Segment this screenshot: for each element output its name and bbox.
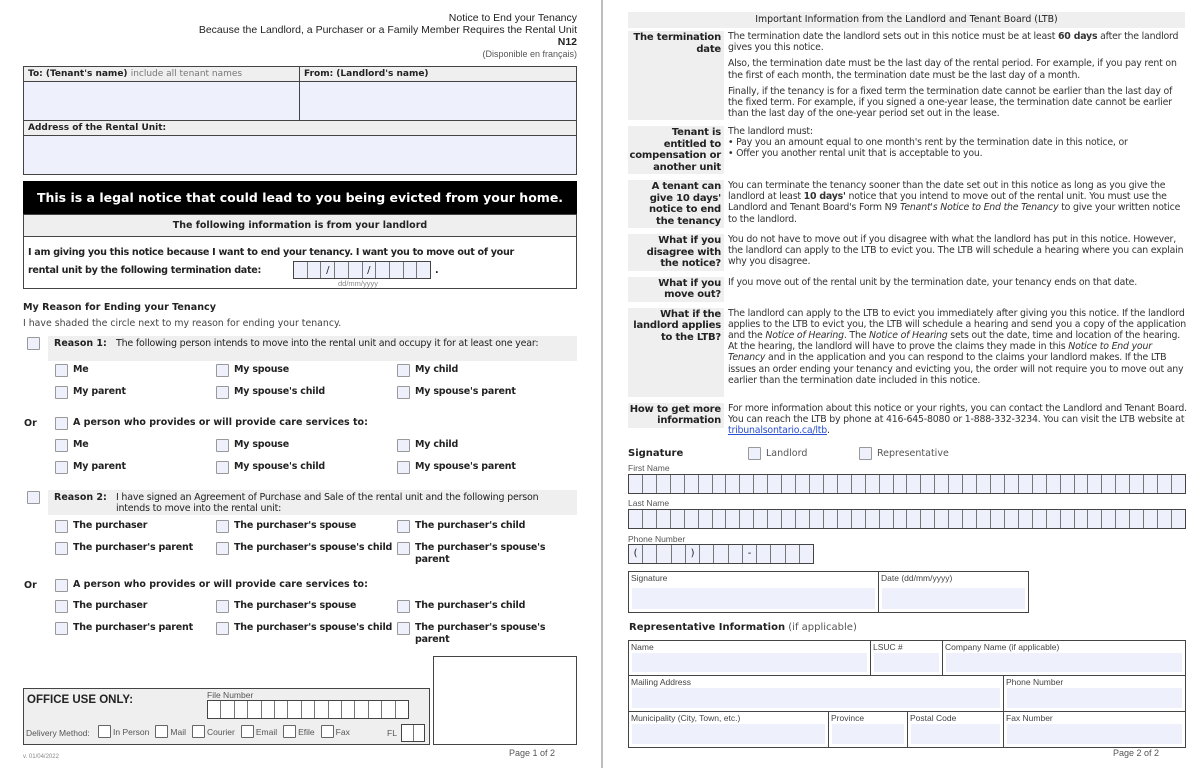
delivery-options: [98, 725, 350, 738]
char-cell[interactable]: [1005, 510, 1019, 528]
reason-2-checkbox[interactable]: [27, 491, 40, 504]
form-code: N12: [557, 36, 577, 48]
ten-days-text: You can terminate the tenancy sooner than the date set out in this notice as long as you give the landlord at least 10 days' notice that you intend to move out of the rental unit. You must use the Landlord and Tenant Board's Form N9 Tenant's Notice to End the Tenancy to give your written notice to the landlord.: [728, 180, 1181, 225]
char-cell[interactable]: [699, 475, 713, 493]
page-divider: [601, 0, 603, 768]
char-cell[interactable]: [1116, 510, 1130, 528]
option-label: My spouse's parent: [415, 461, 516, 472]
option-checkbox[interactable]: [216, 461, 229, 474]
char-cell[interactable]: [726, 475, 740, 493]
option-label: The purchaser's parent: [73, 542, 193, 553]
option-checkbox[interactable]: [397, 542, 410, 555]
char-cell[interactable]: [768, 510, 782, 528]
landlord-option-label: Landlord: [766, 448, 808, 459]
char-cell[interactable]: [643, 475, 657, 493]
char-cell[interactable]: [235, 701, 248, 718]
file-number-label: File Number: [207, 690, 254, 700]
char-cell[interactable]: [1130, 475, 1144, 493]
ltb-website-link[interactable]: tribunalsontario.ca/ltb: [728, 424, 828, 436]
reason-heading: My Reason for Ending your Tenancy: [23, 302, 216, 313]
rep-fax-label: Fax Number: [1006, 713, 1053, 723]
char-cell[interactable]: [1144, 510, 1158, 528]
fl-input[interactable]: [401, 724, 425, 742]
delivery-option[interactable]: [283, 725, 315, 738]
option-label: The purchaser's parent: [73, 622, 193, 633]
option-checkbox[interactable]: [216, 542, 229, 555]
char-cell[interactable]: [329, 701, 342, 718]
page-number: Page 1 of 2: [509, 748, 556, 758]
more-info-label: How to get more information: [628, 403, 724, 428]
delivery-option-label: In Person: [113, 726, 150, 737]
rep-phone-field[interactable]: [1003, 675, 1186, 712]
care-services-label: A person who provides or will provide care services to:: [73, 417, 368, 428]
option-checkbox[interactable]: [216, 386, 229, 399]
version: v. 01/04/2022: [23, 754, 59, 760]
rep-name-field[interactable]: [628, 640, 871, 676]
reason-2: [48, 490, 577, 515]
address-input[interactable]: [24, 136, 576, 174]
char-cell[interactable]: [1088, 510, 1102, 528]
ltb-info-heading: Important Information from the Landlord and Tenant Board (LTB): [628, 12, 1185, 28]
signature-field[interactable]: [628, 571, 879, 613]
first-name-input[interactable]: [628, 474, 1186, 494]
move-out-row: [628, 277, 1190, 302]
char-cell[interactable]: [685, 475, 699, 493]
char-cell[interactable]: [949, 475, 963, 493]
char-cell[interactable]: [1088, 475, 1102, 493]
address-label: Address of the Rental Unit:: [24, 121, 576, 136]
statement-line-1: I am giving you this notice because I want to end your tenancy. I want you to move out of your: [28, 247, 514, 258]
char-cell[interactable]: [1033, 475, 1047, 493]
option-label: My child: [415, 364, 459, 375]
rep-fax-field[interactable]: [1003, 711, 1186, 748]
char-cell[interactable]: [838, 510, 852, 528]
delivery-method-label: Delivery Method:: [26, 728, 90, 738]
delivery-checkbox[interactable]: [321, 725, 334, 738]
option-checkbox[interactable]: [397, 622, 410, 635]
landlord-name-input[interactable]: [300, 82, 576, 120]
char-cell[interactable]: [768, 475, 782, 493]
more-info-text: For more information about this notice or your rights, you can contact the Landlord and Tenant Board. You can reach the LTB by phone at 416-645-8080 or 1-888-332-3234. You can visit the LTB website at tribunalsontario.ca/ltb.: [728, 402, 1187, 436]
char-cell[interactable]: [262, 701, 275, 718]
disagree-label: What if you disagree with the notice?: [628, 234, 724, 271]
char-cell[interactable]: [315, 701, 328, 718]
compensation-row: [628, 126, 1190, 174]
option-checkbox[interactable]: [55, 386, 68, 399]
char-cell[interactable]: [1075, 510, 1089, 528]
char-cell[interactable]: [1061, 475, 1075, 493]
char-cell[interactable]: [629, 475, 643, 493]
option-checkbox[interactable]: [55, 542, 68, 555]
char-cell[interactable]: [1158, 475, 1172, 493]
option-label: My spouse: [234, 364, 289, 375]
signature-date-label: Date (dd/mm/yyyy): [881, 573, 953, 583]
delivery-checkbox[interactable]: [241, 725, 254, 738]
reason-subheading: I have shaded the circle next to my reason for ending your tenancy.: [23, 318, 342, 329]
disagree-text: You do not have to move out if you disagree with what the landlord has put in this notice. However, the landlord can apply to the LTB to evict you. The LTB will schedule a hearing where you can explain why you disagree.: [728, 234, 1184, 268]
termination-date-text: The termination date the landlord sets out in this notice must be at least 60 days after the landlord gives you this notice. Also, the termination date must be the last day of the rental period. For example, if you pay rent on the first of each month, the termination date must be the last day of a month. Finally, if the tenancy is for a fixed term the termination date cannot be earlier than the last day of the fixed term. For example, if you signed a one-year lease, the termination date cannot be earlier than the last day of the one-year period set out in the lease.: [728, 31, 1179, 120]
char-cell[interactable]: [894, 510, 908, 528]
page-number: Page 2 of 2: [1113, 748, 1160, 758]
option-checkbox[interactable]: [216, 622, 229, 635]
care-services-1-checkbox[interactable]: [55, 417, 68, 430]
delivery-option-label: Courier: [206, 726, 235, 737]
move-out-text: If you move out of the rental unit by the termination date, your tenancy ends on that date.: [728, 276, 1138, 288]
office-use-label: OFFICE USE ONLY:: [27, 694, 134, 706]
rep-name-label: Name: [631, 642, 654, 652]
option-checkbox[interactable]: [55, 461, 68, 474]
signature-field-label: Signature: [631, 573, 668, 583]
char-cell[interactable]: [935, 510, 949, 528]
char-cell[interactable]: [342, 701, 355, 718]
option-label: My parent: [73, 386, 126, 397]
statement-line-2: rental unit by the following termination date:: [28, 265, 261, 276]
option-label: Me: [73, 439, 89, 450]
char-cell[interactable]: [852, 475, 866, 493]
address-field: [23, 120, 577, 175]
termination-date-label: The termination date: [628, 31, 724, 120]
char-cell[interactable]: [248, 701, 261, 718]
char-cell[interactable]: [949, 510, 963, 528]
delivery-option[interactable]: [321, 725, 350, 738]
rep-address-field[interactable]: [628, 675, 1004, 712]
rep-phone-label: Phone Number: [1006, 677, 1064, 687]
char-cell[interactable]: [1102, 475, 1116, 493]
landlord-name-label: From: (Landlord's name): [300, 67, 576, 82]
reason-1-label: Reason 1:: [54, 338, 107, 349]
char-cell[interactable]: [671, 475, 685, 493]
option-label: My child: [415, 439, 459, 450]
char-cell[interactable]: [907, 510, 921, 528]
char-cell[interactable]: [796, 510, 810, 528]
char-cell[interactable]: [396, 701, 408, 718]
char-cell[interactable]: [963, 475, 977, 493]
char-cell[interactable]: [977, 475, 991, 493]
char-cell[interactable]: [782, 475, 796, 493]
office-use-box: [23, 688, 430, 745]
char-cell[interactable]: [977, 510, 991, 528]
reason-2-label: Reason 2:: [54, 492, 107, 503]
last-name-label: Last Name: [628, 498, 670, 508]
landlord-statement-box: The following information is from your landlord I am giving you this notice because I want to end your tenancy. I want you to move out of your rental unit by the following termination date: / / . dd/mm/yyyy: [23, 214, 577, 289]
reason-2-text: I have signed an Agreement of Purchase and Sale of the rental unit and the following person intends to move into the rental unit:: [116, 492, 539, 514]
signature-date-field[interactable]: [878, 571, 1029, 613]
char-cell[interactable]: [796, 475, 810, 493]
option-checkbox[interactable]: [55, 520, 68, 533]
char-cell[interactable]: [921, 475, 935, 493]
option-checkbox[interactable]: [55, 364, 68, 377]
char-cell[interactable]: [866, 475, 880, 493]
legal-warning-banner: This is a legal notice that could lead to you being evicted from your home.: [23, 181, 577, 214]
char-cell[interactable]: [288, 701, 301, 718]
option-checkbox[interactable]: [397, 439, 410, 452]
info-from-landlord: The following information is from your landlord: [24, 215, 576, 237]
char-cell[interactable]: [824, 510, 838, 528]
or-label: Or: [24, 580, 37, 591]
delivery-option[interactable]: [192, 725, 235, 738]
char-cell[interactable]: [1047, 510, 1061, 528]
char-cell[interactable]: [1061, 510, 1075, 528]
signature-heading: Signature: [628, 448, 684, 459]
termination-date-row: [628, 31, 1190, 120]
char-cell[interactable]: [657, 510, 671, 528]
option-label: The purchaser: [73, 520, 148, 531]
fl-label: FL: [387, 728, 397, 738]
form-subtitle: Because the Landlord, a Purchaser or a Family Member Requires the Rental Unit: [198, 24, 577, 36]
option-label: The purchaser's spouse's parent: [415, 622, 546, 645]
delivery-checkbox[interactable]: [98, 725, 111, 738]
char-cell[interactable]: [221, 701, 234, 718]
option-checkbox[interactable]: [216, 520, 229, 533]
char-cell[interactable]: [643, 510, 657, 528]
ltb-info-list: [628, 31, 1190, 436]
landlord-applies-text: The landlord can apply to the LTB to evict you immediately after giving you this notice. If the landlord applies to the LTB to evict you, the LTB will schedule a hearing and send you a copy of the application and the Notice of Hearing. The Notice of Hearing sets out the date, time and location of the hearing. At the hearing, the landlord will have to prove the claims they made in this Notice to End your Tenancy and in the application and you can respond to the claims your landlord makes. If the LTB issues an order ending your tenancy and evicting you, the order will not require you to move out any earlier than the termination date included in this notice.: [728, 307, 1186, 386]
phone-number-label: Phone Number: [628, 534, 686, 544]
option-label: The purchaser's spouse's child: [234, 622, 393, 633]
char-cell[interactable]: [880, 510, 894, 528]
option-checkbox[interactable]: [397, 520, 410, 533]
char-cell[interactable]: [699, 510, 713, 528]
option-label: The purchaser's spouse: [234, 600, 357, 611]
option-checkbox[interactable]: [55, 622, 68, 635]
option-checkbox[interactable]: [397, 461, 410, 474]
ten-days-row: [628, 180, 1190, 228]
disagree-row: [628, 234, 1190, 271]
delivery-option-label: Email: [255, 726, 278, 737]
char-cell[interactable]: [1144, 475, 1158, 493]
char-cell[interactable]: [754, 510, 768, 528]
date-format-hint: dd/mm/yyyy: [338, 279, 379, 288]
char-cell[interactable]: [1158, 510, 1172, 528]
phone-number-input[interactable]: ( ) -: [628, 544, 814, 564]
care-services-2-checkbox[interactable]: [55, 579, 68, 592]
option-label: The purchaser's spouse's parent: [415, 542, 546, 565]
char-cell[interactable]: [1102, 510, 1116, 528]
char-cell[interactable]: [894, 475, 908, 493]
rep-info-heading: Representative Information (if applicable): [629, 622, 857, 633]
char-cell[interactable]: [355, 701, 368, 718]
option-checkbox[interactable]: [397, 386, 410, 399]
char-cell[interactable]: [1019, 475, 1033, 493]
more-info-row: [628, 403, 1190, 437]
char-cell[interactable]: [685, 510, 699, 528]
option-label: My parent: [73, 461, 126, 472]
tenant-name-label: To: (Tenant's name): [28, 69, 128, 79]
option-label: The purchaser's spouse's child: [234, 542, 393, 553]
char-cell[interactable]: [991, 475, 1005, 493]
care-services-label: A person who provides or will provide care services to:: [73, 579, 368, 590]
delivery-checkbox[interactable]: [155, 725, 168, 738]
option-checkbox[interactable]: [55, 439, 68, 452]
char-cell[interactable]: [629, 510, 643, 528]
option-checkbox[interactable]: [216, 364, 229, 377]
delivery-checkbox[interactable]: [192, 725, 205, 738]
stamp-box: [433, 656, 577, 745]
char-cell[interactable]: [754, 475, 768, 493]
rep-lsuc-label: LSUC #: [873, 642, 903, 652]
char-cell[interactable]: [713, 510, 727, 528]
char-cell[interactable]: [208, 701, 221, 718]
delivery-option-label: Fax: [335, 726, 350, 737]
termination-date-input[interactable]: / /: [293, 261, 431, 279]
representative-checkbox[interactable]: [859, 447, 872, 460]
delivery-option[interactable]: [98, 725, 149, 738]
char-cell[interactable]: [880, 475, 894, 493]
char-cell[interactable]: [782, 510, 796, 528]
option-checkbox[interactable]: [55, 600, 68, 613]
landlord-checkbox[interactable]: [748, 447, 761, 460]
char-cell[interactable]: [907, 475, 921, 493]
char-cell[interactable]: [866, 510, 880, 528]
option-label: My spouse's child: [234, 386, 325, 397]
rep-lsuc-field[interactable]: [870, 640, 943, 676]
compensation-text: The landlord must: • Pay you an amount equal to one month's rent by the termination date in this notice, or • Offer you another rental unit that is acceptable to you.: [728, 126, 1128, 160]
char-cell[interactable]: [740, 475, 754, 493]
delivery-checkbox[interactable]: [283, 725, 296, 738]
tenant-name-field: [23, 66, 300, 121]
option-label: My spouse's parent: [415, 386, 516, 397]
representative-option-label: Representative: [877, 448, 949, 459]
char-cell[interactable]: [810, 475, 824, 493]
landlord-applies-label: What if the landlord applies to the LTB?: [628, 308, 724, 397]
char-cell[interactable]: [382, 701, 395, 718]
char-cell[interactable]: [740, 510, 754, 528]
char-cell[interactable]: [852, 510, 866, 528]
rep-postal-label: Postal Code: [910, 713, 957, 723]
delivery-option[interactable]: [241, 725, 277, 738]
char-cell[interactable]: [1172, 510, 1185, 528]
option-checkbox[interactable]: [216, 600, 229, 613]
reason-1-text: The following person intends to move into the rental unit and occupy it for at least one year:: [116, 338, 539, 349]
char-cell[interactable]: [1019, 510, 1033, 528]
char-cell[interactable]: [275, 701, 288, 718]
char-cell[interactable]: [810, 510, 824, 528]
rep-postal-field[interactable]: [907, 711, 1004, 748]
char-cell[interactable]: [657, 475, 671, 493]
option-label: My spouse's child: [234, 461, 325, 472]
compensation-label: Tenant is entitled to compensation or another unit: [628, 126, 724, 174]
option-label: Me: [73, 364, 89, 375]
char-cell[interactable]: [963, 510, 977, 528]
char-cell[interactable]: [921, 510, 935, 528]
char-cell[interactable]: [1033, 510, 1047, 528]
char-cell[interactable]: [1172, 475, 1185, 493]
char-cell[interactable]: [1005, 475, 1019, 493]
option-checkbox[interactable]: [216, 439, 229, 452]
file-number-input[interactable]: [207, 700, 409, 719]
option-checkbox[interactable]: [397, 600, 410, 613]
first-name-label: First Name: [628, 463, 670, 473]
char-cell[interactable]: [1130, 510, 1144, 528]
reason-1: [48, 336, 577, 361]
tenant-name-input[interactable]: [24, 82, 299, 120]
char-cell[interactable]: [369, 701, 382, 718]
char-cell[interactable]: [991, 510, 1005, 528]
option-label: The purchaser's spouse: [234, 520, 357, 531]
char-cell[interactable]: [671, 510, 685, 528]
rep-municipality-label: Municipality (City, Town, etc.): [631, 713, 741, 723]
delivery-option-label: Efile: [298, 726, 315, 737]
ten-days-label: A tenant can give 10 days' notice to end the tenancy: [628, 180, 724, 228]
delivery-option-label: Mail: [170, 726, 186, 737]
french-note: (Disponible en français): [482, 49, 577, 59]
rep-province-label: Province: [831, 713, 865, 723]
char-cell[interactable]: [1116, 475, 1130, 493]
rep-province-field[interactable]: [828, 711, 908, 748]
rep-company-label: Company Name (if applicable): [945, 642, 1060, 652]
option-checkbox[interactable]: [397, 364, 410, 377]
landlord-applies-row: [628, 308, 1190, 397]
form-title: Notice to End your Tenancy: [448, 12, 577, 24]
char-cell[interactable]: [935, 475, 949, 493]
reason-1-checkbox[interactable]: [27, 337, 40, 350]
option-label: The purchaser's child: [415, 600, 526, 611]
char-cell[interactable]: [1047, 475, 1061, 493]
char-cell[interactable]: [824, 475, 838, 493]
char-cell[interactable]: [838, 475, 852, 493]
move-out-label: What if you move out?: [628, 277, 724, 302]
option-label: The purchaser's child: [415, 520, 526, 531]
option-label: The purchaser: [73, 600, 148, 611]
landlord-name-field: [299, 66, 577, 121]
rep-municipality-field[interactable]: [628, 711, 829, 748]
last-name-input[interactable]: [628, 509, 1186, 529]
option-label: My spouse: [234, 439, 289, 450]
delivery-option[interactable]: [155, 725, 186, 738]
char-cell[interactable]: [302, 701, 315, 718]
char-cell[interactable]: [1075, 475, 1089, 493]
rep-company-field[interactable]: [942, 640, 1186, 676]
or-label: Or: [24, 418, 37, 429]
char-cell[interactable]: [726, 510, 740, 528]
char-cell[interactable]: [713, 475, 727, 493]
rep-address-label: Mailing Address: [631, 677, 692, 687]
tenant-name-hint: include all tenant names: [130, 69, 243, 79]
